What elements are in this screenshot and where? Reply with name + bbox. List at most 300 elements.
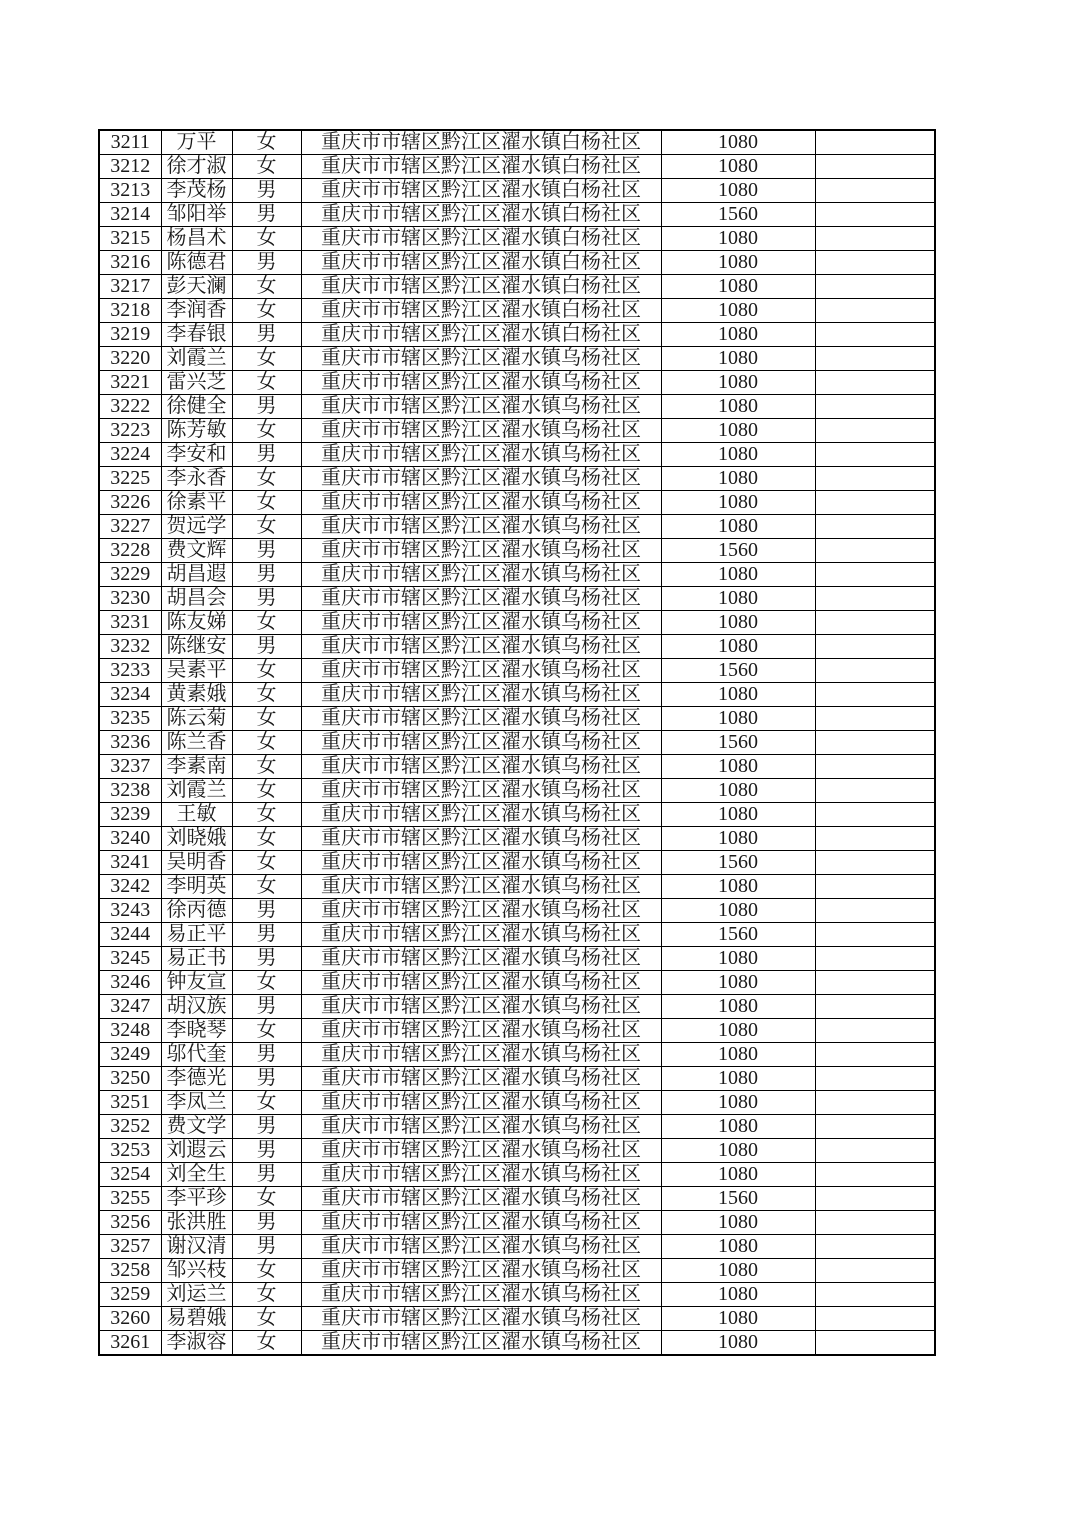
note-cell [815,1283,935,1307]
serial-cell: 3236 [99,731,161,755]
address-cell: 重庆市市辖区黔江区濯水镇乌杨社区 [301,371,661,395]
table-row [99,683,935,707]
address-cell: 重庆市市辖区黔江区濯水镇乌杨社区 [301,1139,661,1163]
serial-cell: 3251 [99,1091,161,1115]
amount-cell: 1080 [661,467,815,491]
gender-cell: 男 [232,947,301,971]
amount-cell: 1080 [661,1067,815,1091]
serial-cell: 3224 [99,443,161,467]
serial-cell: 3246 [99,971,161,995]
gender-cell: 女 [232,803,301,827]
address-cell: 重庆市市辖区黔江区濯水镇乌杨社区 [301,611,661,635]
gender-cell: 男 [232,1043,301,1067]
table-row [99,803,935,827]
amount-cell: 1080 [661,587,815,611]
gender-cell: 男 [232,179,301,203]
gender-cell: 女 [232,851,301,875]
note-cell [815,1067,935,1091]
amount-cell: 1080 [661,1139,815,1163]
gender-cell: 男 [232,203,301,227]
address-cell: 重庆市市辖区黔江区濯水镇乌杨社区 [301,467,661,491]
table-row [99,443,935,467]
serial-cell: 3221 [99,371,161,395]
table-row [99,1043,935,1067]
table-row [99,731,935,755]
table-row [99,227,935,251]
gender-cell: 女 [232,1187,301,1211]
gender-cell: 男 [232,1163,301,1187]
name-cell: 刘运兰 [161,1283,232,1307]
serial-cell: 3244 [99,923,161,947]
table-row [99,923,935,947]
address-cell: 重庆市市辖区黔江区濯水镇乌杨社区 [301,419,661,443]
name-cell: 邬代奎 [161,1043,232,1067]
gender-cell: 女 [232,347,301,371]
table-row [99,587,935,611]
note-cell [815,635,935,659]
note-cell [815,443,935,467]
address-cell: 重庆市市辖区黔江区濯水镇乌杨社区 [301,1283,661,1307]
note-cell [815,179,935,203]
gender-cell: 男 [232,443,301,467]
address-cell: 重庆市市辖区黔江区濯水镇白杨社区 [301,299,661,323]
amount-cell: 1560 [661,539,815,563]
note-cell [815,1043,935,1067]
address-cell: 重庆市市辖区黔江区濯水镇乌杨社区 [301,731,661,755]
name-cell: 徐才淑 [161,155,232,179]
amount-cell: 1080 [661,1307,815,1331]
table-row [99,755,935,779]
amount-cell: 1080 [661,1283,815,1307]
table-row [99,179,935,203]
serial-cell: 3233 [99,659,161,683]
gender-cell: 男 [232,1115,301,1139]
note-cell [815,419,935,443]
name-cell: 费文学 [161,1115,232,1139]
amount-cell: 1080 [661,1019,815,1043]
serial-cell: 3259 [99,1283,161,1307]
name-cell: 刘遐云 [161,1139,232,1163]
serial-cell: 3237 [99,755,161,779]
amount-cell: 1080 [661,395,815,419]
serial-cell: 3252 [99,1115,161,1139]
address-cell: 重庆市市辖区黔江区濯水镇乌杨社区 [301,899,661,923]
note-cell [815,779,935,803]
name-cell: 钟友宣 [161,971,232,995]
serial-cell: 3215 [99,227,161,251]
note-cell [815,1163,935,1187]
address-cell: 重庆市市辖区黔江区濯水镇乌杨社区 [301,347,661,371]
table-row [99,875,935,899]
table-row [99,827,935,851]
name-cell: 胡昌会 [161,587,232,611]
serial-cell: 3240 [99,827,161,851]
gender-cell: 女 [232,971,301,995]
address-cell: 重庆市市辖区黔江区濯水镇乌杨社区 [301,875,661,899]
note-cell [815,395,935,419]
note-cell [815,1139,935,1163]
table-row [99,299,935,323]
amount-cell: 1080 [661,971,815,995]
gender-cell: 女 [232,683,301,707]
note-cell [815,1331,935,1356]
note-cell [815,683,935,707]
address-cell: 重庆市市辖区黔江区濯水镇乌杨社区 [301,1091,661,1115]
name-cell: 陈兰香 [161,731,232,755]
serial-cell: 3258 [99,1259,161,1283]
table-row [99,1331,935,1356]
name-cell: 李德光 [161,1067,232,1091]
serial-cell: 3229 [99,563,161,587]
amount-cell: 1080 [661,1235,815,1259]
serial-cell: 3235 [99,707,161,731]
amount-cell: 1080 [661,371,815,395]
table-row [99,251,935,275]
serial-cell: 3256 [99,1211,161,1235]
note-cell [815,923,935,947]
note-cell [815,659,935,683]
address-cell: 重庆市市辖区黔江区濯水镇乌杨社区 [301,1067,661,1091]
gender-cell: 女 [232,275,301,299]
serial-cell: 3219 [99,323,161,347]
gender-cell: 女 [232,731,301,755]
gender-cell: 男 [232,1067,301,1091]
note-cell [815,299,935,323]
amount-cell: 1080 [661,347,815,371]
amount-cell: 1080 [661,899,815,923]
table-row [99,371,935,395]
gender-cell: 女 [232,755,301,779]
table-row [99,203,935,227]
address-cell: 重庆市市辖区黔江区濯水镇乌杨社区 [301,635,661,659]
gender-cell: 女 [232,779,301,803]
address-cell: 重庆市市辖区黔江区濯水镇乌杨社区 [301,971,661,995]
amount-cell: 1080 [661,611,815,635]
amount-cell: 1080 [661,1163,815,1187]
address-cell: 重庆市市辖区黔江区濯水镇白杨社区 [301,203,661,227]
table-row [99,779,935,803]
address-cell: 重庆市市辖区黔江区濯水镇白杨社区 [301,275,661,299]
amount-cell: 1080 [661,227,815,251]
address-cell: 重庆市市辖区黔江区濯水镇乌杨社区 [301,1307,661,1331]
serial-cell: 3228 [99,539,161,563]
gender-cell: 女 [232,1331,301,1356]
name-cell: 陈德君 [161,251,232,275]
table-row [99,275,935,299]
gender-cell: 女 [232,467,301,491]
amount-cell: 1080 [661,275,815,299]
table-row [99,1115,935,1139]
name-cell: 胡昌遐 [161,563,232,587]
address-cell: 重庆市市辖区黔江区濯水镇乌杨社区 [301,1115,661,1139]
note-cell [815,323,935,347]
table-body [99,130,935,1355]
table-row [99,1067,935,1091]
serial-cell: 3261 [99,1331,161,1356]
amount-cell: 1080 [661,995,815,1019]
amount-cell: 1080 [661,707,815,731]
serial-cell: 3243 [99,899,161,923]
name-cell: 易正书 [161,947,232,971]
address-cell: 重庆市市辖区黔江区濯水镇乌杨社区 [301,1259,661,1283]
serial-cell: 3242 [99,875,161,899]
note-cell [815,851,935,875]
gender-cell: 女 [232,515,301,539]
serial-cell: 3253 [99,1139,161,1163]
table-row [99,1307,935,1331]
name-cell: 李平珍 [161,1187,232,1211]
gender-cell: 女 [232,155,301,179]
address-cell: 重庆市市辖区黔江区濯水镇乌杨社区 [301,1211,661,1235]
gender-cell: 男 [232,323,301,347]
amount-cell: 1080 [661,1211,815,1235]
name-cell: 杨昌术 [161,227,232,251]
serial-cell: 3213 [99,179,161,203]
amount-cell: 1080 [661,1091,815,1115]
name-cell: 刘霞兰 [161,347,232,371]
note-cell [815,371,935,395]
address-cell: 重庆市市辖区黔江区濯水镇乌杨社区 [301,491,661,515]
amount-cell: 1080 [661,827,815,851]
amount-cell: 1080 [661,419,815,443]
note-cell [815,251,935,275]
note-cell [815,130,935,155]
serial-cell: 3214 [99,203,161,227]
name-cell: 刘全生 [161,1163,232,1187]
table-row [99,1187,935,1211]
note-cell [815,755,935,779]
note-cell [815,1091,935,1115]
amount-cell: 1080 [661,491,815,515]
name-cell: 张洪胜 [161,1211,232,1235]
name-cell: 陈继安 [161,635,232,659]
serial-cell: 3239 [99,803,161,827]
table-row [99,899,935,923]
amount-cell: 1080 [661,563,815,587]
address-cell: 重庆市市辖区黔江区濯水镇乌杨社区 [301,587,661,611]
serial-cell: 3223 [99,419,161,443]
address-cell: 重庆市市辖区黔江区濯水镇白杨社区 [301,179,661,203]
note-cell [815,1115,935,1139]
amount-cell: 1080 [661,1115,815,1139]
name-cell: 李凤兰 [161,1091,232,1115]
amount-cell: 1560 [661,659,815,683]
table-row [99,491,935,515]
amount-cell: 1080 [661,779,815,803]
note-cell [815,1187,935,1211]
amount-cell: 1080 [661,1331,815,1356]
gender-cell: 女 [232,875,301,899]
address-cell: 重庆市市辖区黔江区濯水镇乌杨社区 [301,563,661,587]
gender-cell: 女 [232,371,301,395]
name-cell: 李安和 [161,443,232,467]
table-row [99,1019,935,1043]
address-cell: 重庆市市辖区黔江区濯水镇乌杨社区 [301,803,661,827]
address-cell: 重庆市市辖区黔江区濯水镇乌杨社区 [301,755,661,779]
gender-cell: 女 [232,827,301,851]
name-cell: 吴明香 [161,851,232,875]
table-row [99,851,935,875]
name-cell: 陈云菊 [161,707,232,731]
address-cell: 重庆市市辖区黔江区濯水镇乌杨社区 [301,443,661,467]
note-cell [815,803,935,827]
address-cell: 重庆市市辖区黔江区濯水镇乌杨社区 [301,827,661,851]
resident-subsidy-table [98,129,936,1356]
note-cell [815,203,935,227]
address-cell: 重庆市市辖区黔江区濯水镇乌杨社区 [301,395,661,419]
gender-cell: 男 [232,563,301,587]
name-cell: 谢汉清 [161,1235,232,1259]
address-cell: 重庆市市辖区黔江区濯水镇乌杨社区 [301,947,661,971]
name-cell: 王敏 [161,803,232,827]
table-row [99,947,935,971]
name-cell: 李淑容 [161,1331,232,1356]
gender-cell: 男 [232,1235,301,1259]
table-row [99,635,935,659]
address-cell: 重庆市市辖区黔江区濯水镇乌杨社区 [301,1019,661,1043]
amount-cell: 1080 [661,683,815,707]
gender-cell: 女 [232,130,301,155]
serial-cell: 3216 [99,251,161,275]
serial-cell: 3225 [99,467,161,491]
address-cell: 重庆市市辖区黔江区濯水镇乌杨社区 [301,1235,661,1259]
gender-cell: 男 [232,539,301,563]
amount-cell: 1080 [661,130,815,155]
gender-cell: 男 [232,995,301,1019]
serial-cell: 3218 [99,299,161,323]
serial-cell: 3247 [99,995,161,1019]
note-cell [815,899,935,923]
name-cell: 费文辉 [161,539,232,563]
table-row [99,1091,935,1115]
gender-cell: 女 [232,1259,301,1283]
note-cell [815,1307,935,1331]
note-cell [815,587,935,611]
note-cell [815,827,935,851]
amount-cell: 1560 [661,851,815,875]
gender-cell: 男 [232,251,301,275]
table-row [99,563,935,587]
name-cell: 吴素平 [161,659,232,683]
serial-cell: 3227 [99,515,161,539]
address-cell: 重庆市市辖区黔江区濯水镇乌杨社区 [301,1331,661,1356]
address-cell: 重庆市市辖区黔江区濯水镇乌杨社区 [301,683,661,707]
name-cell: 贺远学 [161,515,232,539]
table-row [99,130,935,155]
gender-cell: 女 [232,611,301,635]
gender-cell: 女 [232,491,301,515]
table-row [99,611,935,635]
address-cell: 重庆市市辖区黔江区濯水镇乌杨社区 [301,515,661,539]
name-cell: 陈芳敏 [161,419,232,443]
amount-cell: 1080 [661,515,815,539]
name-cell: 徐素平 [161,491,232,515]
name-cell: 李明英 [161,875,232,899]
amount-cell: 1080 [661,635,815,659]
table-row [99,1211,935,1235]
name-cell: 徐健全 [161,395,232,419]
gender-cell: 男 [232,899,301,923]
address-cell: 重庆市市辖区黔江区濯水镇乌杨社区 [301,1043,661,1067]
serial-cell: 3260 [99,1307,161,1331]
gender-cell: 男 [232,395,301,419]
address-cell: 重庆市市辖区黔江区濯水镇乌杨社区 [301,539,661,563]
address-cell: 重庆市市辖区黔江区濯水镇白杨社区 [301,323,661,347]
name-cell: 李永香 [161,467,232,491]
table-row [99,995,935,1019]
name-cell: 徐丙德 [161,899,232,923]
note-cell [815,275,935,299]
address-cell: 重庆市市辖区黔江区濯水镇白杨社区 [301,130,661,155]
note-cell [815,611,935,635]
serial-cell: 3245 [99,947,161,971]
table-row [99,419,935,443]
gender-cell: 女 [232,419,301,443]
address-cell: 重庆市市辖区黔江区濯水镇乌杨社区 [301,1187,661,1211]
table-row [99,1139,935,1163]
gender-cell: 男 [232,1139,301,1163]
amount-cell: 1080 [661,803,815,827]
amount-cell: 1080 [661,179,815,203]
name-cell: 邹兴枝 [161,1259,232,1283]
table-row [99,971,935,995]
note-cell [815,1235,935,1259]
serial-cell: 3248 [99,1019,161,1043]
address-cell: 重庆市市辖区黔江区濯水镇白杨社区 [301,227,661,251]
amount-cell: 1080 [661,755,815,779]
name-cell: 李晓琴 [161,1019,232,1043]
note-cell [815,563,935,587]
amount-cell: 1080 [661,299,815,323]
table-row [99,347,935,371]
address-cell: 重庆市市辖区黔江区濯水镇乌杨社区 [301,779,661,803]
name-cell: 刘晓娥 [161,827,232,851]
serial-cell: 3255 [99,1187,161,1211]
name-cell: 李茂杨 [161,179,232,203]
amount-cell: 1080 [661,251,815,275]
note-cell [815,347,935,371]
amount-cell: 1080 [661,1043,815,1067]
address-cell: 重庆市市辖区黔江区濯水镇白杨社区 [301,155,661,179]
gender-cell: 女 [232,707,301,731]
gender-cell: 男 [232,1211,301,1235]
note-cell [815,467,935,491]
table-row [99,1163,935,1187]
amount-cell: 1080 [661,323,815,347]
address-cell: 重庆市市辖区黔江区濯水镇乌杨社区 [301,659,661,683]
address-cell: 重庆市市辖区黔江区濯水镇乌杨社区 [301,851,661,875]
address-cell: 重庆市市辖区黔江区濯水镇乌杨社区 [301,1163,661,1187]
gender-cell: 女 [232,227,301,251]
name-cell: 易碧娥 [161,1307,232,1331]
gender-cell: 男 [232,923,301,947]
gender-cell: 男 [232,587,301,611]
note-cell [815,491,935,515]
serial-cell: 3220 [99,347,161,371]
amount-cell: 1080 [661,155,815,179]
address-cell: 重庆市市辖区黔江区濯水镇乌杨社区 [301,995,661,1019]
serial-cell: 3211 [99,130,161,155]
note-cell [815,1211,935,1235]
table-row [99,467,935,491]
amount-cell: 1080 [661,1259,815,1283]
gender-cell: 女 [232,299,301,323]
name-cell: 李润香 [161,299,232,323]
serial-cell: 3212 [99,155,161,179]
amount-cell: 1560 [661,203,815,227]
serial-cell: 3231 [99,611,161,635]
table-row [99,707,935,731]
